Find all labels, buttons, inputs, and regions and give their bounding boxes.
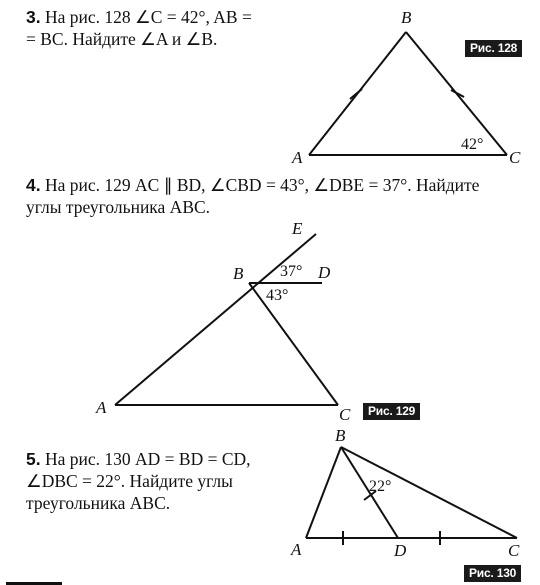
point-label-c: C bbox=[339, 405, 351, 424]
vertex-label-a: A bbox=[292, 148, 303, 167]
problem-line: ∠DBC = 22°. Найдите углы bbox=[26, 471, 233, 491]
problem-number: 5. bbox=[26, 449, 41, 469]
angle-label-c: 42° bbox=[461, 136, 484, 153]
problem-line: углы треугольника ABC. bbox=[26, 197, 211, 217]
angle-label-dbc: 22° bbox=[369, 478, 392, 495]
point-label-a: A bbox=[96, 398, 107, 417]
vertex-label-b: B bbox=[401, 8, 412, 27]
figure-tag-130: Рис. 130 bbox=[464, 565, 521, 582]
figure-tag-128: Рис. 128 bbox=[465, 40, 522, 57]
side-ab bbox=[306, 447, 341, 538]
problem-line: На рис. 128 ∠C = 42°, AB = bbox=[44, 7, 252, 27]
point-label-d: D bbox=[318, 263, 331, 282]
vertex-label-c: C bbox=[509, 148, 521, 167]
vertex-label-c: C bbox=[508, 541, 520, 560]
problem-line: На рис. 130 AD = BD = CD, bbox=[44, 449, 251, 469]
point-label-b: B bbox=[233, 264, 244, 283]
problem-line: На рис. 129 AC ∥ BD, ∠CBD = 43°, ∠DBE = 37°. Найдите bbox=[44, 175, 480, 195]
vertex-label-a: A bbox=[291, 540, 302, 559]
problem-line: треугольника ABC. bbox=[26, 493, 171, 513]
problem-number: 3. bbox=[26, 7, 41, 27]
vertex-label-b: B bbox=[335, 426, 346, 445]
side-bc bbox=[341, 447, 517, 538]
point-label-d: D bbox=[394, 541, 407, 560]
figure-tag-129: Рис. 129 bbox=[363, 403, 420, 420]
angle-label-dbe: 37° bbox=[280, 263, 303, 280]
problem-number: 4. bbox=[26, 175, 41, 195]
problem-line: = BC. Найдите ∠A и ∠B. bbox=[26, 29, 218, 49]
angle-label-cbd: 43° bbox=[266, 287, 289, 304]
point-label-e: E bbox=[292, 219, 303, 238]
